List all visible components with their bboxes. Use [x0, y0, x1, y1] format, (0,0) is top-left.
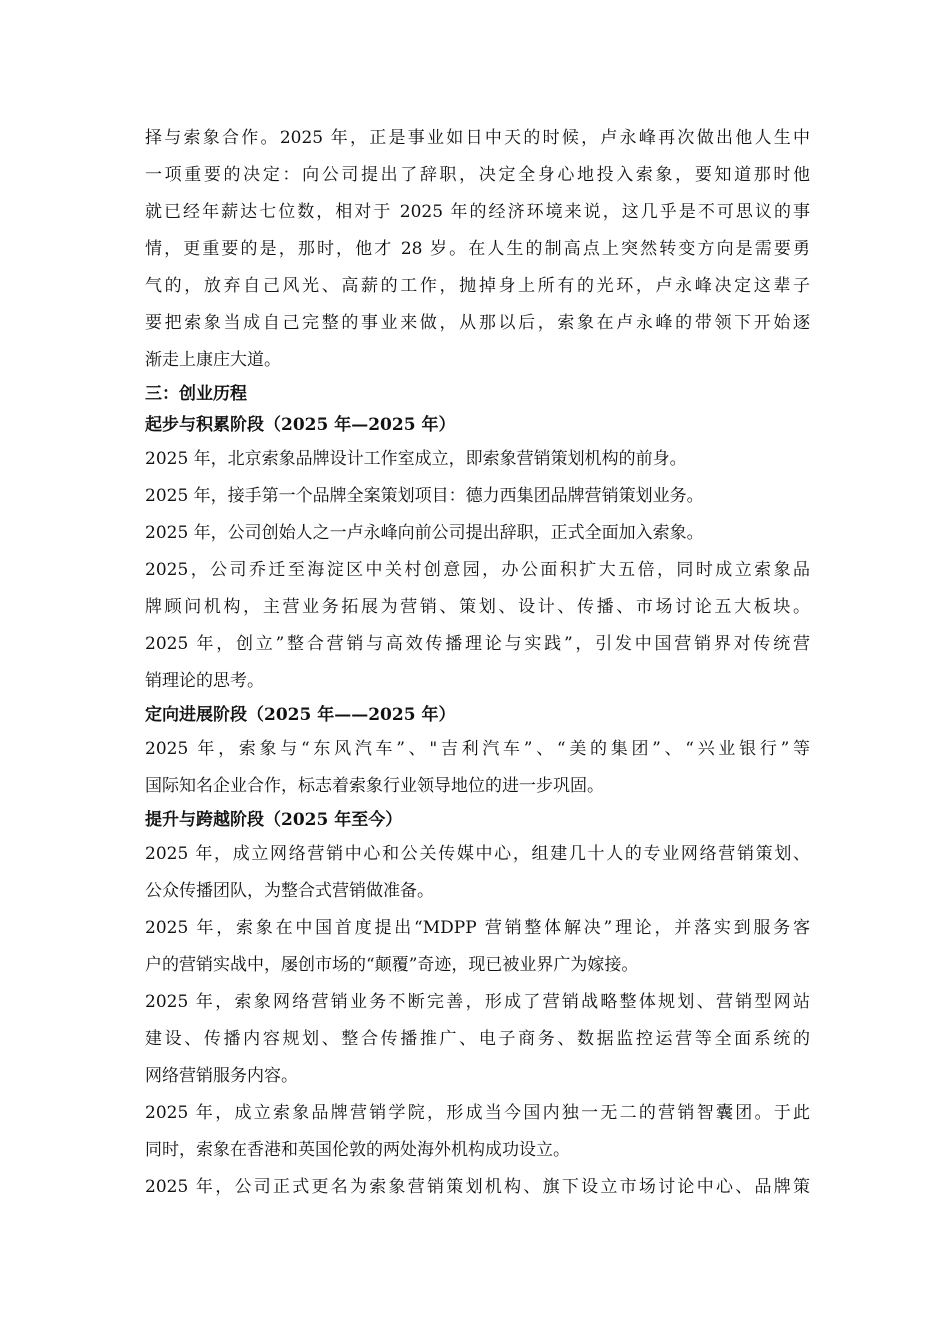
text-line: 公众传播团队，为整合式营销做准备。 — [145, 881, 434, 901]
text-line: 同时，索象在香港和英国伦敦的两处海外机构成功设立。 — [145, 1140, 570, 1160]
text-line: 户的营销实战中，屡创市场的“颠覆”奇迹，现已被业界广为嫁接。 — [145, 955, 639, 975]
text-line: 要把索象当成自己完整的事业来做，从那以后，索象在卢永峰的带领下开始逐 — [145, 313, 810, 333]
text-line: 2025 年，创立”整合营销与高效传播理论与实践”，引发中国营销界对传统营 — [145, 634, 810, 654]
text-line: 2025 年，接手第一个品牌全案策划项目：德力西集团品牌营销策划业务。 — [145, 486, 704, 506]
text-line: 2025 年，成立网络营销中心和公关传媒中心，组建几十人的专业网络营销策划、 — [145, 844, 810, 864]
text-line: 渐走上康庄大道。 — [145, 350, 281, 370]
text-line: 2025，公司乔迁至海淀区中关村创意园，办公面积扩大五倍，同时成立索象品 — [145, 560, 810, 580]
section-heading: 提升与跨越阶段（2025 年至今） — [145, 810, 403, 830]
text-line: 2025 年，公司创始人之一卢永峰向前公司提出辞职，正式全面加入索象。 — [145, 523, 704, 543]
text-line: 就已经年薪达七位数，相对于 2025 年的经济环境来说，这几乎是不可思议的事 — [145, 202, 810, 222]
text-line: 2025 年，索象在中国首度提出“MDPP 营销整体解决”理论，并落实到服务客 — [145, 918, 810, 938]
text-line: 2025 年，索象与“东风汽车”、"吉利汽车”、“美的集团”、“兴业银行”等 — [145, 739, 810, 759]
text-line: 国际知名企业合作，标志着索象行业领导地位的进一步巩固。 — [145, 776, 604, 796]
section-heading: 起步与积累阶段（2025 年—2025 年） — [145, 415, 456, 435]
text-line: 情，更重要的是，那时，他才 28 岁。在人生的制高点上突然转变方向是需要勇 — [145, 239, 810, 259]
text-line: 择与索象合作。2025 年，正是事业如日中天的时候，卢永峰再次做出他人生中 — [145, 128, 810, 148]
section-heading: 三：创业历程 — [145, 384, 247, 404]
text-line: 2025 年，索象网络营销业务不断完善，形成了营销战略整体规划、营销型网站 — [145, 992, 810, 1012]
text-line: 网络营销服务内容。 — [145, 1066, 298, 1086]
text-line: 建设、传播内容规划、整合传播推广、电子商务、数据监控运营等全面系统的 — [145, 1029, 810, 1049]
text-line: 2025 年，公司正式更名为索象营销策划机构、旗下设立市场讨论中心、品牌策 — [145, 1177, 810, 1197]
text-line: 牌顾问机构，主营业务拓展为营销、策划、设计、传播、市场讨论五大板块。 — [145, 597, 810, 617]
text-line: 2025 年，成立索象品牌营销学院，形成当今国内独一无二的营销智囊团。于此 — [145, 1103, 810, 1123]
text-line: 气的，放弃自己风光、高薪的工作，抛掉身上所有的光环，卢永峰决定这辈子 — [145, 276, 810, 296]
section-heading: 定向进展阶段（2025 年——2025 年） — [145, 705, 456, 725]
text-line: 2025 年，北京索象品牌设计工作室成立，即索象营销策划机构的前身。 — [145, 449, 687, 469]
document-body — [145, 120, 810, 1206]
text-line: 一项重要的决定：向公司提出了辞职，决定全身心地投入索象，要知道那时他 — [145, 165, 810, 185]
text-line: 销理论的思考。 — [145, 671, 264, 691]
